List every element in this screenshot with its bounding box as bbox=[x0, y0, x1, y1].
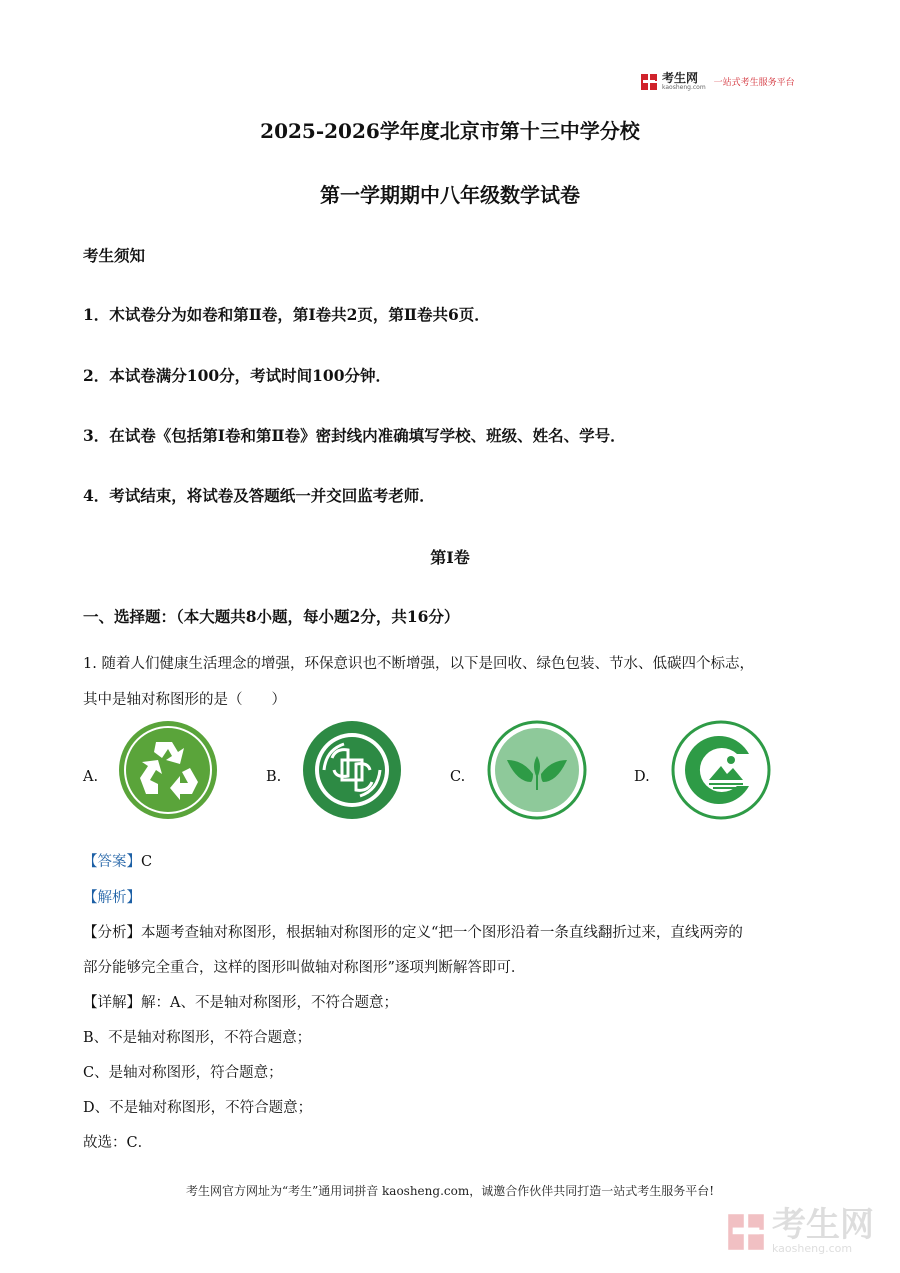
notice-item: 1．木试卷分为如卷和第Ⅱ卷，第Ⅰ卷共2页，第Ⅱ卷共6页． bbox=[83, 305, 490, 324]
exam-title-line2: 第一学期期中八年级数学试卷 bbox=[320, 183, 580, 207]
detail-line: D、不是轴对称图形，不符合题意； bbox=[83, 1100, 313, 1116]
question-text-line1: 1. 随着人们健康生活理念的增强，环保意识也不断增强，以下是回收、绿色包装、节水、低碳四个标志， bbox=[83, 656, 754, 672]
detail-tag: 【详解】 bbox=[83, 995, 141, 1011]
part-heading: 第Ⅰ卷 bbox=[430, 548, 470, 567]
logo-text bbox=[662, 72, 706, 91]
watermark bbox=[726, 1205, 874, 1255]
page-footer: 考生网官方网址为“考生”通用词拼音 kaosheng.com，诚邀合作伙伴共同打造一站式考生服务平台! bbox=[185, 1184, 715, 1198]
detail-line1 bbox=[83, 991, 398, 1012]
question-text-line2: 其中是轴对称图形的是（ ） bbox=[83, 692, 286, 708]
notice-item: 4．考试结束，将试卷及答题纸一并交回监考老师． bbox=[83, 486, 435, 505]
option-d-label: D. bbox=[634, 769, 650, 785]
watermark-name: 考生网 bbox=[772, 1205, 874, 1245]
detail-text: 解：A、不是轴对称图形，不符合题意； bbox=[141, 995, 398, 1011]
logo-domain: kaosheng.com bbox=[662, 84, 706, 91]
exam-title-line1: 2025-2026学年度北京市第十三中学分校 bbox=[260, 119, 640, 143]
analysis-sub-tag: 【分析】 bbox=[83, 925, 141, 941]
answer-value: C bbox=[141, 854, 153, 870]
analysis-text: 本题考查轴对称图形，根据轴对称图形的定义“把一个图形沿着一条直线翻折过来，直线两旁的 bbox=[141, 925, 743, 941]
kaosheng-logo-icon bbox=[640, 73, 658, 91]
detail-conclusion: 故选：C． bbox=[83, 1135, 153, 1151]
watermark-logo-icon bbox=[726, 1212, 766, 1252]
green-packaging-logo-icon bbox=[302, 720, 402, 820]
low-carbon-logo-icon bbox=[671, 720, 771, 820]
analysis-tag: 【解析】 bbox=[83, 890, 141, 906]
answer-tag: 【答案】 bbox=[83, 854, 141, 870]
water-saving-logo-icon bbox=[487, 720, 587, 820]
logo-name: 考生网 bbox=[662, 71, 699, 85]
notice-heading: 考生须知 bbox=[83, 246, 146, 265]
analysis-line1 bbox=[83, 921, 743, 942]
watermark-text bbox=[772, 1205, 874, 1255]
option-c-label: C. bbox=[450, 769, 466, 785]
detail-line: C、是轴对称图形，符合题意； bbox=[83, 1065, 283, 1081]
answer-line bbox=[83, 850, 152, 871]
detail-line: B、不是轴对称图形，不符合题意； bbox=[83, 1030, 312, 1046]
section-heading: 一、选择题：（本大题共8小题，每小题2分，共16分） bbox=[83, 607, 460, 626]
logo-slogan: 一站式考生服务平台 bbox=[713, 78, 795, 88]
option-a-label: A. bbox=[83, 769, 99, 785]
recycle-logo-icon bbox=[118, 720, 218, 820]
option-b-label: B. bbox=[266, 769, 282, 785]
notice-item: 2．本试卷满分100分，考试时间100分钟． bbox=[83, 366, 391, 385]
watermark-domain: kaosheng.com bbox=[772, 1242, 853, 1255]
analysis-line2: 部分能够完全重合，这样的图形叫做轴对称图形”逐项判断解答即可． bbox=[83, 960, 526, 976]
notice-item: 3．在试卷《包括第Ⅰ卷和第Ⅱ卷》密封线内准确填写学校、班级、姓名、学号． bbox=[83, 426, 626, 445]
brand-logo bbox=[640, 72, 795, 91]
